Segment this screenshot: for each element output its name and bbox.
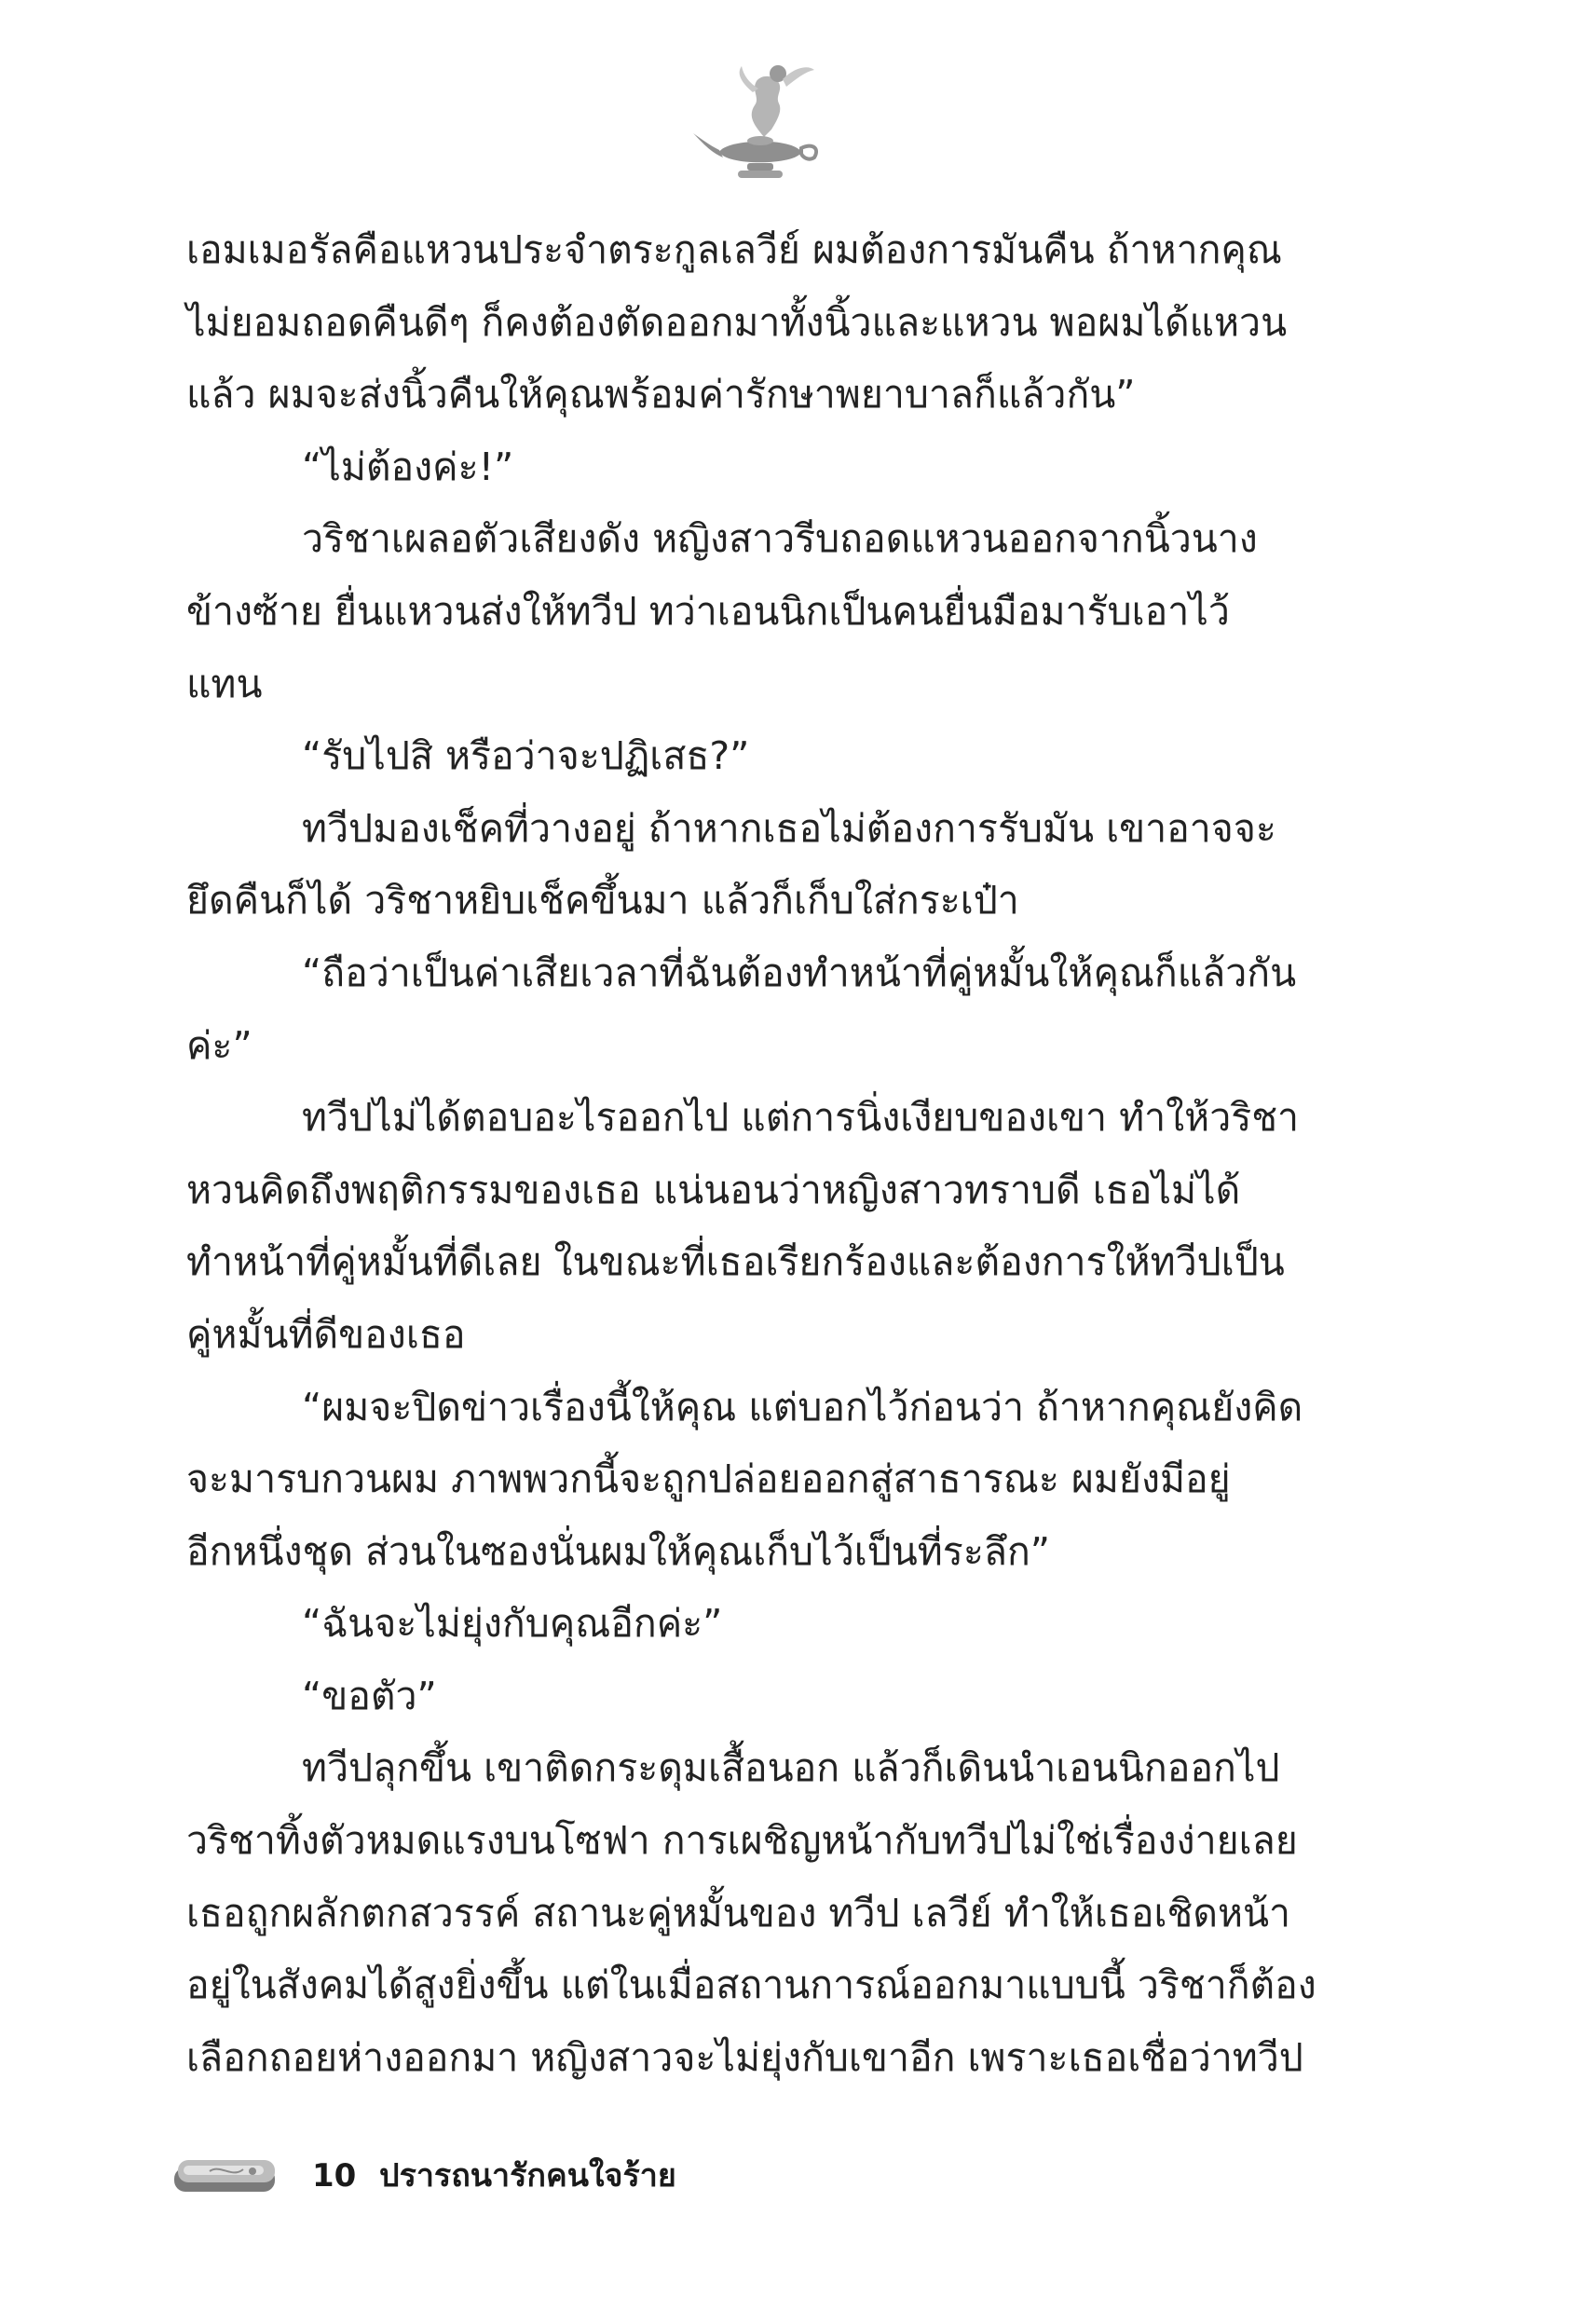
text-line: ทวีปลุกขึ้น เขาติดกระดุมเสื้อนอก แล้วก็เดินนำเอนนิกออกไป <box>302 1745 1280 1791</box>
book-title: ปรารถนารักคนใจร้าย <box>379 2157 676 2195</box>
text-line: ข้างซ้าย ยื่นแหวนส่งให้ทวีป ทว่าเอนนิกเป็นคนยื่นมือมารับเอาไว้ <box>186 588 1230 634</box>
book-stack-icon <box>172 2154 280 2195</box>
text-line: ทำหน้าที่คู่หมั้นที่ดีเลย ในขณะที่เธอเรียกร้องและต้องการให้ทวีปเป็น <box>186 1239 1285 1285</box>
text-line: วริชาทิ้งตัวหมดแรงบนโซฟา การเผชิญหน้ากับทวีปไม่ใช่เรื่องง่ายเลย <box>186 1818 1298 1864</box>
text-line: “ฉันจะไม่ยุ่งกับคุณอีกค่ะ” <box>302 1601 723 1647</box>
text-line: หวนคิดถึงพฤติกรรมของเธอ แน่นอนว่าหญิงสาวทราบดี เธอไม่ได้ <box>186 1167 1241 1212</box>
text-line: แทน <box>186 661 263 706</box>
text-line: “ขอตัว” <box>302 1673 437 1718</box>
page-number: 10 <box>312 2157 357 2195</box>
text-line: เลือกถอยห่างออกมา หญิงสาวจะไม่ยุ่งกับเขาอีก เพราะเธอเชื่อว่าทวีป <box>186 2034 1303 2080</box>
text-line: “ถือว่าเป็นค่าเสียเวลาที่ฉันต้องทำหน้าที่คู่หมั้นให้คุณก็แล้วกัน <box>302 950 1297 995</box>
text-line: ไม่ยอมถอดคืนดีๆ ก็คงต้องตัดออกมาทั้งนิ้วและแหวน พอผมได้แหวน <box>186 299 1288 345</box>
text-line: เอมเมอรัลคือแหวนประจำตระกูลเลวีย์ ผมต้องการมันคืน ถ้าหากคุณ <box>186 227 1282 272</box>
text-line: แล้ว ผมจะส่งนิ้วคืนให้คุณพร้อมค่ารักษาพยาบาลก็แล้วกัน” <box>186 372 1136 417</box>
text-line: คู่หมั้นที่ดีของเธอ <box>186 1311 466 1357</box>
body-text <box>186 214 1342 2094</box>
text-line: “รับไปสิ หรือว่าจะปฏิเสธ?” <box>302 733 750 779</box>
text-line: ทวีปมองเช็คที่วางอยู่ ถ้าหากเธอไม่ต้องการรับมัน เขาอาจจะ <box>302 805 1276 851</box>
text-line: ทวีปไม่ได้ตอบอะไรออกไป แต่การนิ่งเงียบของเขา ทำให้วริชา <box>302 1095 1300 1141</box>
text-line: “ไม่ต้องค่ะ!” <box>302 444 514 489</box>
text-line: วริชาเผลอตัวเสียงดัง หญิงสาวรีบถอดแหวนออกจากนิ้วนาง <box>302 516 1258 562</box>
genie-lamp-icon <box>689 51 829 191</box>
text-line: “ผมจะปิดข่าวเรื่องนี้ให้คุณ แต่บอกไว้ก่อนว่า ถ้าหากคุณยังคิด <box>302 1384 1303 1429</box>
text-line: ค่ะ” <box>186 1022 252 1068</box>
text-line: เธอถูกผลักตกสวรรค์ สถานะคู่หมั้นของ ทวีป เลวีย์ ทำให้เธอเชิดหน้า <box>186 1890 1291 1935</box>
text-line: อยู่ในสังคมได้สูงยิ่งขึ้น แต่ในเมื่อสถานการณ์ออกมาแบบนี้ วริชาก็ต้อง <box>186 1962 1316 2008</box>
page-footer <box>172 2153 1011 2208</box>
text-line: ยึดคืนก็ได้ วริชาหยิบเช็คขึ้นมา แล้วก็เก็บใส่กระเป๋า <box>186 878 1019 923</box>
text-line: อีกหนึ่งชุด ส่วนในซองนั่นผมให้คุณเก็บไว้เป็นที่ระลึก” <box>186 1528 1051 1574</box>
text-line: จะมารบกวนผม ภาพพวกนี้จะถูกปล่อยออกสู่สาธารณะ ผมยังมีอยู่ <box>186 1456 1231 1502</box>
